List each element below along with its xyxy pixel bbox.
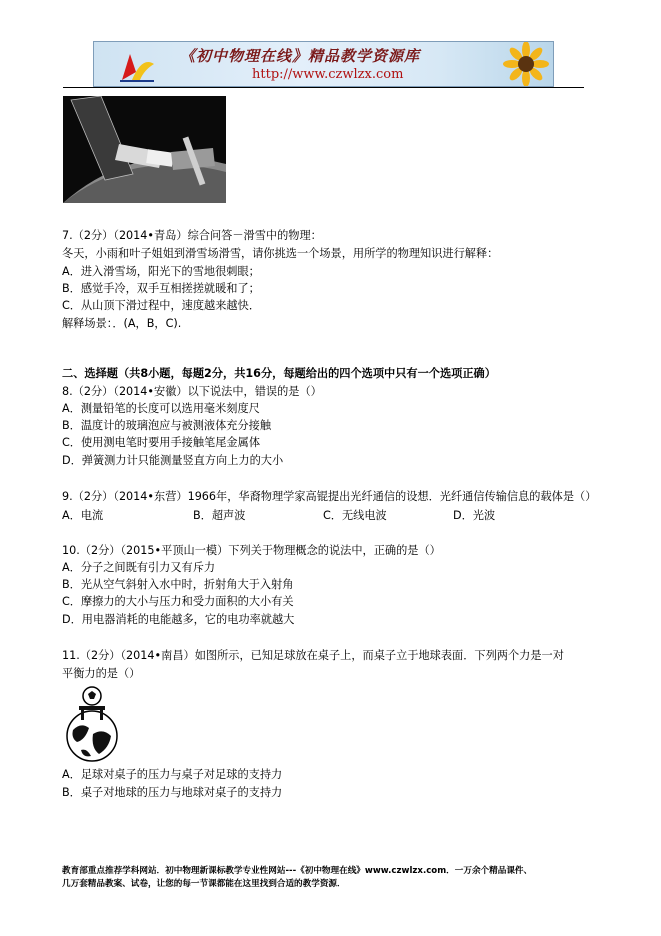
football-table-globe-figure	[63, 684, 121, 764]
banner-url: http://www.czwlzx.com	[252, 67, 404, 82]
header-banner	[93, 41, 554, 87]
spacecraft-docking-photo	[63, 96, 226, 203]
header-rule	[63, 87, 584, 88]
q10-option-b: B．光从空气斜射入水中时，折射角大于入射角	[62, 578, 294, 591]
q10-option-c: C．摩擦力的大小与压力和受力面积的大小有关	[62, 595, 294, 608]
q8-option-c: C．使用测电笔时要用手接触笔尾金属体	[62, 436, 261, 449]
q7-option-c: C．从山顶下滑过程中，速度越来越快．	[62, 299, 261, 312]
q11-stem-line1: 11.（2分）（2014•南昌）如图所示，已知足球放在桌子上，而桌子立于地球表面．下列两个力是一对	[62, 649, 564, 662]
q9-stem: 9.（2分）（2014•东营）1966年，华裔物理学家高锟提出光纤通信的设想．光纤通信传输信息的载体是（）	[62, 490, 597, 503]
q9-option-a: A．电流	[62, 509, 104, 522]
q8-option-a: A．测量铅笔的长度可以选用毫米刻度尺	[62, 402, 260, 415]
q7-intro: 冬天，小雨和叶子姐姐到滑雪场滑雪，请你挑选一个场景，用所学的物理知识进行解释：	[62, 247, 499, 260]
q7-stem: 7.（2分）（2014•青岛）综合问答－滑雪中的物理：	[62, 229, 322, 242]
q11-option-b: B．桌子对地球的压力与地球对桌子的支持力	[62, 786, 283, 799]
q9-option-c: C．无线电波	[323, 509, 387, 522]
footer-line-2: 几万套精品教案、试卷，让您的每一节课都能在这里找到合适的教学资源．	[62, 879, 346, 889]
q7-option-a: A．进入滑雪场，阳光下的雪地很刺眼；	[62, 265, 260, 278]
q10-option-a: A．分子之间既有引力又有斥力	[62, 561, 216, 574]
q7-answer: 解释场景：．(A，B，C).	[62, 317, 182, 330]
section-heading: 二、选择题（共8小题，每题2分，共16分，每题给出的四个选项中只有一个选项正确）	[62, 367, 496, 380]
q11-stem-line2: 平衡力的是（）	[62, 667, 141, 680]
q8-stem: 8.（2分）（2014•安徽）以下说法中，错误的是（）	[62, 385, 322, 398]
q8-option-b: B．温度计的玻璃泡应与被测液体充分接触	[62, 419, 272, 432]
q9-option-d: D．光波	[453, 509, 496, 522]
q8-option-d: D．弹簧测力计只能测量竖直方向上力的大小	[62, 454, 284, 467]
banner-title: 《初中物理在线》精品教学资源库	[180, 47, 421, 65]
sunflower-icon	[494, 42, 554, 87]
q10-option-d: D．用电器消耗的电能越多，它的电功率就越大	[62, 613, 295, 626]
q11-option-a: A．足球对桌子的压力与桌子对足球的支持力	[62, 768, 283, 781]
q10-stem: 10.（2分）（2015•平顶山一模）下列关于物理概念的说法中，正确的是（）	[62, 544, 441, 557]
footer-line-1: 教育部重点推荐学科网站．初中物理新课标教学专业性网站---《初中物理在线》www.czwlzx.com．一万余个精品课件、	[62, 866, 533, 876]
q7-option-b: B．感觉手冷，双手互相搓搓就暖和了；	[62, 282, 260, 295]
q9-option-b: B．超声波	[193, 509, 246, 522]
site-logo-icon	[116, 46, 158, 84]
